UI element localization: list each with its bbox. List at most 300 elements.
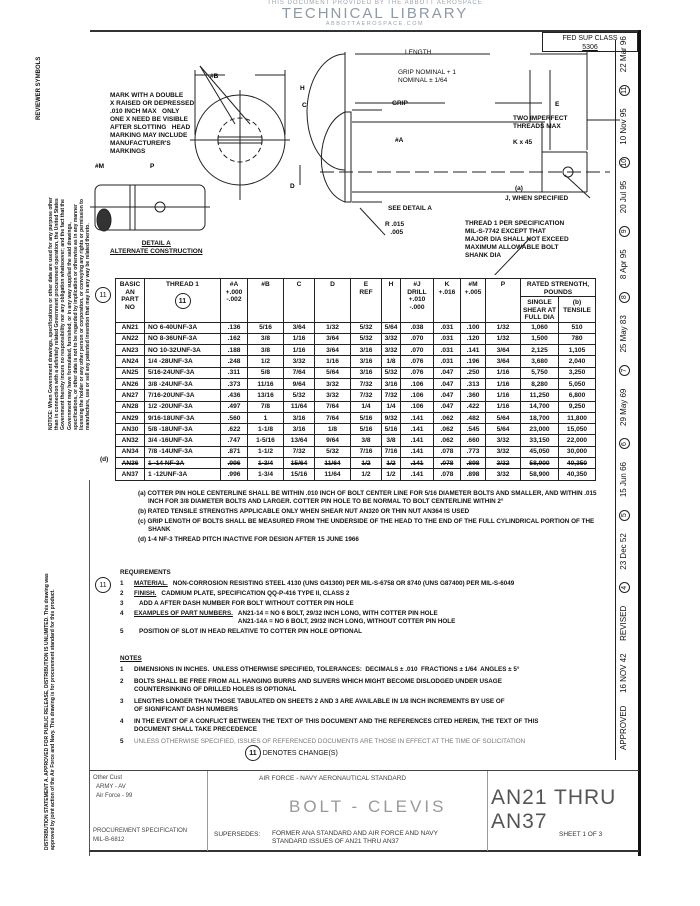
table-cell: 3/32 — [486, 458, 521, 469]
requirement-item — [120, 600, 620, 608]
revision-number: 4 — [619, 582, 630, 593]
note-item — [120, 666, 620, 674]
table-cell: 1,105 — [559, 345, 596, 356]
table-cell: NO 8-36UNF-3A — [145, 333, 221, 344]
revision-number: 10 — [621, 158, 628, 167]
table-cell: 30,000 — [559, 446, 596, 457]
table-cell: 1-1/2 — [248, 446, 284, 457]
detail-a-caption: DETAIL A ALTERNATE CONSTRUCTION — [110, 240, 203, 255]
table-cell: .047 — [434, 367, 461, 378]
col-header: BASIC AN PART NO — [116, 279, 145, 323]
table-cell: AN24 — [116, 356, 145, 367]
table-cell: 1,060 — [521, 322, 559, 333]
item-number: 4 — [120, 610, 124, 617]
procurement-spec: PROCUREMENT SPECIFICATION MIL-B-6812 — [93, 828, 188, 843]
table-cell: .031 — [434, 333, 461, 344]
item-text: IN THE EVENT OF A CONFLICT BETWEEN THE TEXT OF THIS DOCUMENT AND THE REFERENCES CITED HEREIN, THE TEXT OF THIS DOCUMENT SHALL TAKE PRECEDENCE — [134, 718, 539, 733]
dim-A: #A — [395, 137, 404, 144]
table-cell: 45,050 — [521, 446, 559, 457]
table-cell: 3/4 -16UNF-3A — [145, 435, 221, 446]
table-row — [116, 435, 596, 446]
supersedes-label: SUPERSEDES: — [214, 831, 261, 838]
table-cell: 5/32 — [284, 390, 315, 401]
table-cell: 11/64 — [315, 469, 351, 480]
table-cell: .120 — [461, 333, 486, 344]
table-cell: 3,250 — [559, 367, 596, 378]
table-cell: .106 — [401, 401, 434, 412]
table-row — [116, 401, 596, 412]
table-cell: .078 — [434, 458, 461, 469]
table-row — [116, 322, 596, 333]
table-cell: 3/32 — [486, 446, 521, 457]
table-cell: 3/32 — [315, 390, 351, 401]
item-number: 2 — [120, 678, 124, 685]
table-cell: AN21 — [116, 322, 145, 333]
table-cell: 1-1/8 — [248, 424, 284, 435]
requirement-item — [120, 580, 620, 588]
table-cell: 1/16 — [486, 378, 521, 389]
table-cell: AN27 — [116, 390, 145, 401]
k45-label: K x 45 — [513, 139, 533, 146]
approved-date: 16 NOV 42 — [619, 653, 628, 693]
table-cell: .313 — [461, 378, 486, 389]
document-number: AN21 THRU AN37 — [491, 786, 617, 833]
table-cell: 15,050 — [559, 424, 596, 435]
table-cell: 5/64 — [382, 322, 401, 333]
fed-sup-class-box: FED SUP CLASS 5306 — [542, 32, 638, 52]
row-note-d: (d) — [100, 456, 109, 463]
table-cell: 15/16 — [284, 469, 315, 480]
table-cell: 11,250 — [521, 390, 559, 401]
mark-note: MARK WITH A DOUBLE X RAISED OR DEPRESSED .010 INCH MAX ONLY ONE X NEED BE VISIBLE AFTER SLOTTING HEAD MARKING MAY INCLUDE MANUFACTURER'S MARKINGS — [110, 92, 195, 155]
table-cell: .360 — [461, 390, 486, 401]
table-cell: 7/16 — [382, 446, 401, 457]
table-cell: 3/32 — [315, 378, 351, 389]
table-cell: 1/8 — [382, 356, 401, 367]
table-cell: 1/4 — [382, 401, 401, 412]
denotes-change: 11 DENOTES CHANGE(S) — [245, 745, 338, 761]
table-cell: 1/32 — [315, 322, 351, 333]
table-cell: 1-5/16 — [248, 435, 284, 446]
table-cell: 3/64 — [486, 356, 521, 367]
watermark: THIS DOCUMENT PROVIDED BY THE ABBOTT AEROSPACE TECHNICAL LIBRARY ABBOTTAEROSPACE.COM — [267, 0, 483, 27]
table-row — [116, 424, 596, 435]
table-cell: 7/64 — [315, 412, 351, 423]
table-cell: .031 — [434, 356, 461, 367]
notes: NOTES 1 DIMENSIONS IN INCHES. UNLESS OTHERWISE SPECIFIED, TOLERANCES: DECIMALS ± .010 FRACTIONS ± 1/64 ANGLES ± 5° 2 BOLTS SHALL BE FREE FROM ALL HANGING BURRS AND SLIVERS WHICH MIGHT BECOME DISLODGED UNDER USAGE COUNTERSINKING OF DRILLED HOLES IS OPTIONAL 3 LENGTHS LONGER THAN THOSE TABULATED ON SHEETS 2 AND 3 ARE AVAILABLE IN 1/8 INCH INCREMENTS BY USE OF OF SIGNIFICANT DASH NUMBERS 4 IN THE EVENT OF A CONFLICT BETWEEN THE TEXT OF THIS DOCUMENT AND THE REFERENCES CITED HEREIN, THE TEXT OF THIS DOCUMENT SHALL TAKE PRECEDENCE 5 UNLESS OTHERWISE SPECIFIED, ISSUES OF REFERENCED DOCUMENTS ARE THOSE IN EFFECT AT THE TIME OF SOLICITATION — [120, 655, 620, 750]
requirements: REQUIREMENTS 1 MATERIAL. NON-CORROSION RESISTING STEEL 4130 (UNS G41300) PER MIL-S-6758 OR 8740 (UNS G87400) PER MIL-S-6049 2 FINISH. CADMIUM PLATE, SPECIFICATION QQ-P-416 TYPE II, CLASS 2 3 ADD A AFTER DASH NUMBER FOR BOLT WITHOUT COTTER PIN HOLE 4 EXAMPLES OF PART NUMBERS. AN21-14 = NO 6 BOLT, 29/32 INCH LONG, WITH COTTER PIN HOLE AN21-14A = NO 6 BOLT, 29/32 INCH LONG, WITHOUT COTTER PIN HOLE 5 POSITION OF SLOT IN HEAD RELATIVE TO COTTER PIN HOLE OPTIONAL — [120, 569, 620, 638]
change-marker: 11 — [95, 577, 111, 593]
table-cell: 3/32 — [486, 435, 521, 446]
sheet-number: SHEET 1 OF 3 — [559, 831, 603, 838]
table-cell: AN37 — [116, 469, 145, 480]
table-cell: 3/32 — [486, 469, 521, 480]
requirement-item — [120, 628, 620, 636]
table-cell: 9,250 — [559, 401, 596, 412]
table-cell: .031 — [434, 345, 461, 356]
thread-note: THREAD 1 PER SPECIFICATION MIL-S-7742 EXCEPT THAT MAJOR DIA SHALL NOT EXCEED MAXIMUM ALLOWABLE BOLT SHANK DIA — [465, 220, 569, 259]
table-cell: 13/16 — [248, 390, 284, 401]
table-cell: .622 — [221, 424, 248, 435]
table-cell: 1/2 — [351, 469, 382, 480]
table-cell: 3/8 -24UNF-3A — [145, 378, 221, 389]
table-cell: 3/64 — [315, 345, 351, 356]
col-header: #A +.000 -.002 — [221, 279, 248, 323]
item-text: DIMENSIONS IN INCHES. UNLESS OTHERWISE SPECIFIED, TOLERANCES: DECIMALS ± .010 FRACTIONS ± 1/64 ANGLES ± 5° — [134, 666, 520, 673]
table-cell: AN22 — [116, 333, 145, 344]
col-tensile: (b) TENSILE — [559, 297, 596, 323]
footnote: (d) 1-4 NF-3 THREAD PITCH INACTIVE FOR DESIGN AFTER 15 JUNE 1966 — [138, 536, 359, 543]
revision-number: 11 — [621, 86, 628, 94]
table-cell: .078 — [434, 446, 461, 457]
table-cell: 18,700 — [521, 412, 559, 423]
table-cell: 5,750 — [521, 367, 559, 378]
table-cell: 7/8 — [248, 401, 284, 412]
table-cell: 3/8 — [248, 333, 284, 344]
table-cell: 1 -14 NF-3A — [145, 458, 221, 469]
col-single-shear: SINGLE SHEAR AT FULL DIA — [521, 297, 559, 323]
table-cell: 58,900 — [521, 469, 559, 480]
table-cell: 3/32 — [284, 356, 315, 367]
change-marker: 11 — [95, 287, 111, 303]
table-cell: 6,800 — [559, 390, 596, 401]
right-border — [638, 30, 641, 856]
dim-M: #M — [95, 163, 105, 170]
revision-date: 29 May 69 — [619, 388, 628, 426]
table-cell: 5/64 — [486, 424, 521, 435]
table-cell: .141 — [401, 446, 434, 457]
table-cell: 11/16 — [248, 378, 284, 389]
item-number: 3 — [120, 698, 124, 705]
table-cell: 1/32 — [486, 322, 521, 333]
table-cell: 3/64 — [315, 333, 351, 344]
col-header: H — [382, 279, 401, 323]
table-cell: 510 — [559, 322, 596, 333]
note-a-marker: (a) — [515, 185, 523, 192]
col-header: K +.016 — [434, 279, 461, 323]
revision-number: 9 — [619, 226, 630, 237]
item-number: 2 — [120, 590, 124, 597]
table-cell: .062 — [434, 412, 461, 423]
table-cell: 1/2 — [382, 458, 401, 469]
table-cell: 11/64 — [284, 401, 315, 412]
table-cell: 5,050 — [559, 378, 596, 389]
table-cell: 3/8 — [382, 435, 401, 446]
table-cell: 1,500 — [521, 333, 559, 344]
item-number: 4 — [120, 718, 124, 725]
table-cell: AN34 — [116, 446, 145, 457]
thread-header: THREAD 1 — [166, 281, 199, 288]
note-item — [120, 738, 620, 746]
col-header: #M +.005 — [461, 279, 486, 323]
title-block — [89, 770, 639, 852]
table-cell: 7/64 — [315, 401, 351, 412]
revision-date: 20 Jul 95 — [619, 180, 628, 214]
table-cell: .196 — [461, 356, 486, 367]
see-detail-label: SEE DETAIL A — [388, 205, 432, 212]
table-cell: .560 — [221, 412, 248, 423]
table-cell: AN29 — [116, 412, 145, 423]
table-cell: .038 — [401, 322, 434, 333]
table-cell: 7/8 -14UNF-3A — [145, 446, 221, 457]
approved-label: APPROVED — [619, 705, 628, 750]
table-cell: 1/32 — [486, 333, 521, 344]
footnote: (a) COTTER PIN HOLE CENTERLINE SHALL BE WITHIN .010 INCH OF BOLT CENTER LINE FOR 5/16 DIAMETER BOLTS AND SMALLER, AND WITHIN .015 INCH FOR 3/8 DIAMETER BOLTS AND LARGER. COTTER PIN HOLE TO BE NORMAL TO BOLT CENTERLINE WITHIN 2° — [138, 490, 597, 505]
table-row — [116, 412, 596, 423]
table-cell: .773 — [461, 446, 486, 457]
table-cell: 1/16 — [486, 401, 521, 412]
table-cell: .106 — [401, 390, 434, 401]
table-cell: 58,900 — [521, 458, 559, 469]
table-cell: 3/64 — [284, 322, 315, 333]
table-cell: 5/16 — [248, 322, 284, 333]
table-cell: .436 — [221, 390, 248, 401]
table-cell: 11/64 — [315, 458, 351, 469]
footnote: (c) GRIP LENGTH OF BOLTS SHALL BE MEASURED FROM THE UNDERSIDE OF THE HEAD TO THE END OF THE FULL CYLINDRICAL PORTION OF THE SHANK — [138, 518, 595, 533]
table-cell: 5/16 — [382, 424, 401, 435]
table-cell: 3/16 — [284, 424, 315, 435]
item-number: 3 — [120, 600, 124, 607]
revision-number: 6 — [619, 439, 630, 450]
table-cell: .373 — [221, 378, 248, 389]
table-cell: .106 — [401, 378, 434, 389]
revision-date: 25 May 83 — [619, 315, 628, 353]
footnote: (b) RATED TENSILE STRENGTHS APPLICABLE ONLY WHEN SHEAR NUT AN320 OR THIN NUT AN364 IS USED — [138, 508, 470, 515]
table-cell: 11,800 — [559, 412, 596, 423]
table-cell: 5/8 — [248, 367, 284, 378]
table-cell: AN28 — [116, 401, 145, 412]
revision-number: 7 — [619, 365, 630, 376]
table-cell: 7/32 — [382, 390, 401, 401]
release-statement: DISTRIBUTION STATEMENT A. APPROVED FOR PUBLIC RELEASE, DISTRIBUTION IS UNLIMITED. This drawing was approved by joint action of the Air Force and Navy. This drawing is for procurement standard for this product. — [44, 573, 57, 850]
table-cell: 22,000 — [559, 435, 596, 446]
table-cell: .031 — [434, 322, 461, 333]
table-cell: 3/8 — [248, 345, 284, 356]
item-text: NON-CORROSION RESISTING STEEL 4130 (UNS G41300) PER MIL-S-6758 OR 8740 (UNS G87400) PER MIL-S-6049 — [172, 580, 515, 587]
col-rated-strength: RATED STRENGTH, POUNDS — [521, 279, 596, 297]
item-text: AN21-14 = NO 6 BOLT, 29/32 INCH LONG, WITH COTTER PIN HOLE AN21-14A = NO 6 BOLT, 29/32 INCH LONG, WITHOUT COTTER PIN HOLE — [237, 610, 456, 625]
table-cell: NO 6-40UNF-3A — [145, 322, 221, 333]
table-cell: 5/32 — [315, 446, 351, 457]
table-cell: 7/32 — [351, 390, 382, 401]
revision-number: 5 — [619, 510, 630, 521]
two-imperfect-label: TWO IMPERFECT THREADS MAX — [513, 115, 568, 130]
grip-nominal-label: GRIP NOMINAL + 1 NOMINAL ± 1/64 — [398, 69, 456, 84]
dim-P: P — [150, 163, 155, 170]
table-cell: 3/16 — [284, 412, 315, 423]
table-cell: .422 — [461, 401, 486, 412]
table-row — [116, 446, 596, 457]
item-number: 5 — [120, 738, 124, 745]
table-cell: 5/32 — [382, 367, 401, 378]
revision-number: 8 — [619, 292, 630, 303]
item-text: POSITION OF SLOT IN HEAD RELATIVE TO COTTER PIN HOLE OPTIONAL — [139, 628, 362, 635]
table-cell: 14,700 — [521, 401, 559, 412]
standard-header: AIR FORCE - NAVY AERONAUTICAL STANDARD — [259, 775, 407, 782]
item-text: BOLTS SHALL BE FREE FROM ALL HANGING BURRS AND SLIVERS WHICH MIGHT BECOME DISLODGED UNDER USAGE COUNTERSINKING OF DRILLED HOLES IS OPTIONAL — [134, 678, 502, 693]
table-cell: .047 — [434, 390, 461, 401]
table-cell: 23,000 — [521, 424, 559, 435]
table-cell: 3/16 — [351, 356, 382, 367]
table-cell: .311 — [221, 367, 248, 378]
item-text: CADMIUM PLATE, SPECIFICATION QQ-P-416 TYPE II, CLASS 2 — [161, 590, 350, 597]
table-row — [116, 458, 596, 469]
table-cell: 5/32 — [351, 322, 382, 333]
col-header: P — [486, 279, 521, 323]
table-cell: .660 — [461, 435, 486, 446]
table-cell: .141 — [401, 424, 434, 435]
table-cell: 5/32 — [351, 333, 382, 344]
table-cell: .871 — [221, 446, 248, 457]
dim-E: E — [555, 101, 560, 108]
table-cell: .076 — [401, 356, 434, 367]
table-cell: 1-3/4 — [248, 458, 284, 469]
table-cell: .136 — [221, 322, 248, 333]
table-cell: 15/64 — [284, 458, 315, 469]
item-heading: MATERIAL. — [134, 580, 168, 587]
table-cell: .141 — [401, 435, 434, 446]
table-cell: 7/16 — [351, 446, 382, 457]
table-cell: 1/2 — [351, 458, 382, 469]
col-header: #B — [248, 279, 284, 323]
table-cell: 3/16 — [382, 378, 401, 389]
requirement-item — [120, 610, 620, 626]
doc-title: BOLT - CLEVIS — [289, 797, 447, 816]
table-row — [116, 378, 596, 389]
j-specified-label: J, WHEN SPECIFIED — [505, 195, 569, 202]
table-cell: 5/64 — [486, 412, 521, 423]
table-cell: 5/64 — [315, 367, 351, 378]
dim-D: D — [290, 183, 295, 190]
table-cell: 1/16 — [486, 367, 521, 378]
table-cell: .047 — [434, 401, 461, 412]
table-cell: .070 — [401, 333, 434, 344]
table-cell: 7/64 — [284, 367, 315, 378]
table-cell: 3,680 — [521, 356, 559, 367]
table-cell: 13/64 — [284, 435, 315, 446]
table-cell: 1/2 -20UNF-3A — [145, 401, 221, 412]
table-cell: .062 — [434, 424, 461, 435]
revision-date: 8 Apr 95 — [619, 249, 628, 280]
table-cell: 9/16-18UNF-3A — [145, 412, 221, 423]
table-cell: .141 — [401, 469, 434, 480]
radius-label: R .015 .005 — [385, 221, 405, 236]
table-cell: 1 — [248, 412, 284, 423]
table-cell: 1/16 — [315, 356, 351, 367]
table-cell: 40,350 — [559, 469, 596, 480]
spec-table — [115, 278, 596, 481]
table-cell: NO 10-32UNF-3A — [145, 345, 221, 356]
table-row — [116, 367, 596, 378]
table-row — [116, 333, 596, 344]
table-cell: .482 — [461, 412, 486, 423]
table-cell: 2,125 — [521, 345, 559, 356]
table-cell: 3/16 — [351, 367, 382, 378]
item-text: ADD A AFTER DASH NUMBER FOR BOLT WITHOUT COTTER PIN HOLE — [139, 600, 354, 607]
table-cell: .497 — [221, 401, 248, 412]
revision-date: 23 Dec 52 — [619, 533, 628, 570]
table-cell: .141 — [461, 345, 486, 356]
table-cell: 5/8 -18UNF-3A — [145, 424, 221, 435]
table-cell: .047 — [434, 378, 461, 389]
table-cell: .996 — [221, 469, 248, 480]
item-heading: EXAMPLES OF PART NUMBERS. — [134, 610, 233, 617]
table-row — [116, 345, 596, 356]
dim-H: H — [300, 85, 305, 92]
table-cell: 1 -12UNF-3A — [145, 469, 221, 480]
revision-date: 10 Nov 95 — [619, 108, 628, 145]
table-cell: AN26 — [116, 378, 145, 389]
table-cell: 5/16-24UNF-3A — [145, 367, 221, 378]
table-cell: 8,280 — [521, 378, 559, 389]
dim-B: #B — [210, 73, 219, 80]
table-cell: AN32 — [116, 435, 145, 446]
table-cell: AN23 — [116, 345, 145, 356]
table-cell: 1/4 -28UNF-3A — [145, 356, 221, 367]
table-cell: .062 — [434, 435, 461, 446]
table-row — [116, 390, 596, 401]
item-number: 1 — [120, 666, 124, 673]
table-cell: .898 — [461, 458, 486, 469]
table-cell: 5/16 — [351, 412, 382, 423]
revision-date: 15 Jun 66 — [619, 462, 628, 498]
table-cell: 40,350 — [559, 458, 596, 469]
footnotes — [138, 490, 608, 546]
table-cell: 3/32 — [382, 345, 401, 356]
table-cell: 9/64 — [315, 435, 351, 446]
table-cell: 33,150 — [521, 435, 559, 446]
table-cell: 3/8 — [351, 435, 382, 446]
table-cell: .078 — [434, 469, 461, 480]
item-number: 1 — [120, 580, 124, 587]
revised-label: REVISED — [619, 605, 628, 641]
table-cell: .250 — [461, 367, 486, 378]
note-item — [120, 678, 620, 694]
table-cell: .545 — [461, 424, 486, 435]
table-cell: 3/64 — [486, 345, 521, 356]
government-notice: NOTICE: When Government drawings, specifications or other data are used for any purpose other than in connection with a definitely related Government procurement operation, the United States Government thereby incurs no responsibility nor any obligation whatsoever; and the fact that the Government may have formulated, furnished, or in any way supplied the said drawings, specifications, or other data is not to be regarded by implication or otherwise as in any manner licensing the holder or any other person or corporation, or conveying any rights or permission to manufacture, use or sell any patented invention that may in any way be related thereto. — [48, 197, 92, 430]
requirement-item — [120, 590, 620, 598]
revision-date: 22 Mar 96 — [619, 36, 628, 73]
item-text: UNLESS OTHERWISE SPECIFIED, ISSUES OF REFERENCED DOCUMENTS ARE THOSE IN EFFECT AT THE TIME OF SOLICITATION — [134, 738, 526, 745]
table-cell: AN30 — [116, 424, 145, 435]
table-cell: .162 — [221, 333, 248, 344]
table-cell: 7/32 — [284, 446, 315, 457]
table-cell: 3/16 — [351, 345, 382, 356]
supersedes-text: FORMER ANA STANDARD AND AIR FORCE AND NAVY STANDARD ISSUES OF AN21 THRU AN37 — [272, 830, 438, 845]
table-cell: .070 — [401, 345, 434, 356]
table-cell: .248 — [221, 356, 248, 367]
col-header: #J DRILL +.010 -.000 — [401, 279, 434, 323]
table-cell: AN36 — [116, 458, 145, 469]
table-cell: .898 — [461, 469, 486, 480]
note-item — [120, 718, 620, 734]
item-text: LENGTHS LONGER THAN THOSE TABULATED ON SHEETS 2 AND 3 ARE AVAILABLE IN 1/8 INCH INCREMENTS BY USE OF OF SIGNIFICANT DASH NUMBERS — [134, 698, 505, 713]
grip-label: GRIP — [392, 100, 408, 107]
table-cell: 9/32 — [382, 412, 401, 423]
table-cell: .188 — [221, 345, 248, 356]
table-cell: .100 — [461, 322, 486, 333]
length-label: LENGTH — [405, 49, 432, 56]
col-header: C — [284, 279, 315, 323]
col-header: E REF — [351, 279, 382, 323]
dim-C: C — [302, 102, 307, 109]
table-cell: 1/16 — [486, 390, 521, 401]
table-cell: 2,040 — [559, 356, 596, 367]
table-cell: 1-3/4 — [248, 469, 284, 480]
table-cell: 5/16 — [351, 424, 382, 435]
table-cell: .996 — [221, 458, 248, 469]
